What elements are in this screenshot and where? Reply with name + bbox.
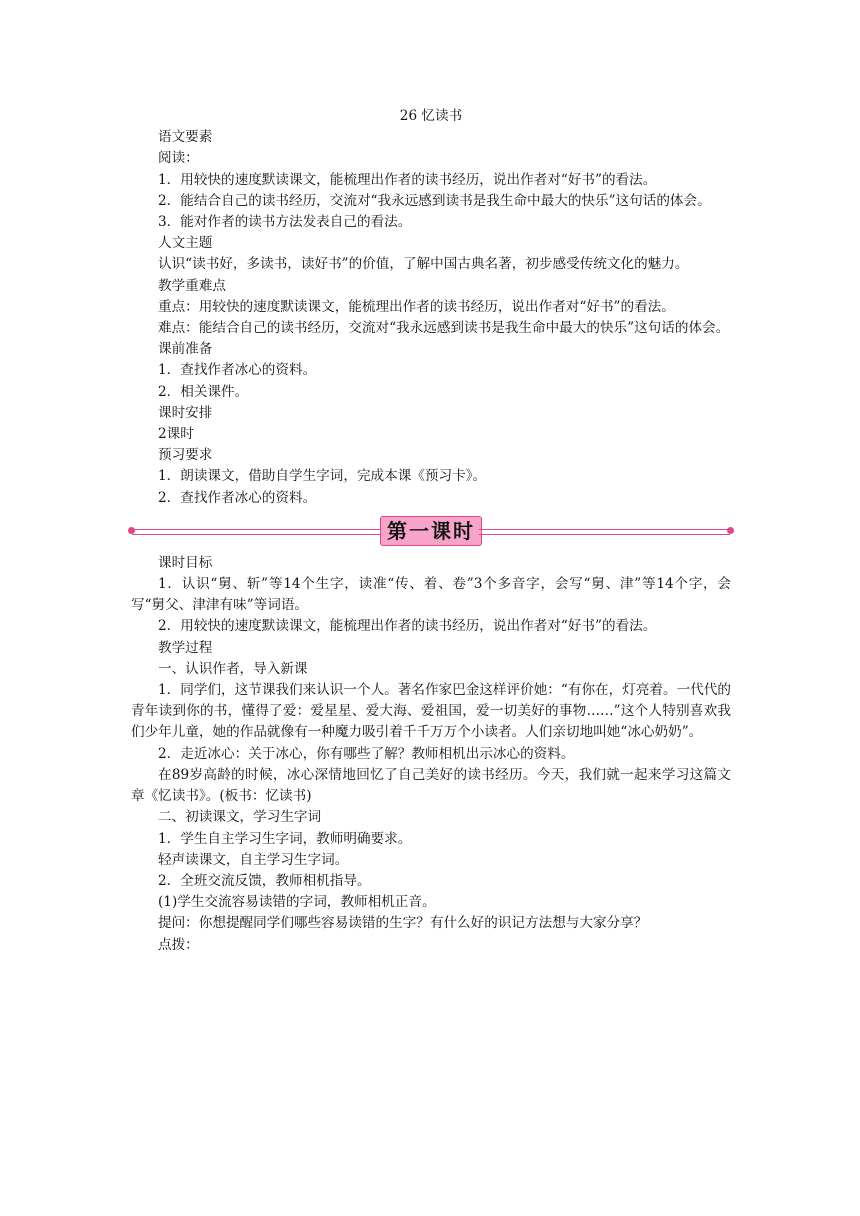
banner-dot-right <box>727 527 734 534</box>
list-item: 2．能结合自己的读书经历，交流对“我永远感到读书是我生命中最大的快乐”这句话的体会。 <box>158 192 711 209</box>
paragraph: 阅读： <box>158 150 199 167</box>
section-heading: 语文要素 <box>158 129 213 146</box>
banner-rule-right <box>479 529 730 535</box>
subsection-heading: 二、初读课文，学习生字词 <box>158 809 322 826</box>
list-item: 2．全班交流反馈，教师相机指导。 <box>158 872 371 889</box>
section-heading: 课时安排 <box>158 404 213 421</box>
paragraph: 认识“读书好，多读书，读好书”的价值，了解中国古典名著，初步感受传统文化的魅力。 <box>158 256 689 273</box>
section-heading: 人文主题 <box>158 235 213 252</box>
list-item: 1．认识“舅、斩”等14个生字，读准“传、着、卷”3个多音字，会写“舅、津”等14个字，会写“舅父、津津有味”等词语。 <box>131 576 731 614</box>
list-item: 2．查找作者冰心的资料。 <box>158 489 317 506</box>
list-item: 1．查找作者冰心的资料。 <box>158 362 317 379</box>
list-item: 2．相关课件。 <box>158 383 249 400</box>
paragraph: 点拨： <box>158 936 199 953</box>
section-heading: 预习要求 <box>158 447 213 464</box>
paragraph: 重点：用较快的速度默读课文，能梳理出作者的读书经历，说出作者对“好书”的看法。 <box>158 298 675 315</box>
page-title: 26 忆读书 <box>399 108 463 124</box>
section-heading: 教学过程 <box>158 639 213 656</box>
paragraph: 在89岁高龄的时候，冰心深情地回忆了自己美好的读书经历。今天，我们就一起来学习这篇文章《忆读书》。(板书：忆读书) <box>131 766 731 805</box>
list-item: 3．能对作者的读书方法发表自己的看法。 <box>158 214 412 231</box>
document-body <box>131 106 731 956</box>
list-item: 1．学生自主学习生字词，教师明确要求。 <box>158 830 412 847</box>
paragraph: 2．走近冰心：关于冰心，你有哪些了解？教师相机出示冰心的资料。 <box>158 745 575 762</box>
list-item: (1)学生交流容易读错的字词，教师相机正音。 <box>158 894 436 911</box>
list-item: 1．朗读课文，借助自学生字词，完成本课《预习卡》。 <box>158 468 487 485</box>
banner-rule-left <box>132 529 383 535</box>
paragraph: 提问：你想提醒同学们哪些容易读错的生字？有什么好的识记方法想与大家分享？ <box>158 915 648 932</box>
paragraph: 轻声读课文，自主学习生字词。 <box>158 851 349 868</box>
paragraph: 2课时 <box>158 426 194 443</box>
list-item: 1．用较快的速度默读课文，能梳理出作者的读书经历，说出作者对“好书”的看法。 <box>158 171 657 188</box>
section-heading: 课时目标 <box>158 554 213 571</box>
paragraph: 1．同学们，这节课我们来认识一个人。著名作家巴金这样评价她：“有你在，灯亮着。一代代的青年读到你的书，懂得了爱：爱星星、爱大海、爱祖国，爱一切美好的事物……”这个人特别喜欢我们少年儿童，她的作品就像有一种魔力吸引着千千万万个小读者。人们亲切地叫她“冰心奶奶”。 <box>131 682 731 741</box>
paragraph: 难点：能结合自己的读书经历，交流对“我永远感到读书是我生命中最大的快乐”这句话的体会。 <box>158 320 730 337</box>
list-item: 2．用较快的速度默读课文，能梳理出作者的读书经历，说出作者对“好书”的看法。 <box>158 618 657 635</box>
lesson-banner <box>128 516 734 544</box>
subsection-heading: 一、认识作者，导入新课 <box>158 660 308 677</box>
section-heading: 教学重难点 <box>158 277 226 294</box>
section-heading: 课前准备 <box>158 341 213 358</box>
banner-label: 第一课时 <box>380 516 482 546</box>
